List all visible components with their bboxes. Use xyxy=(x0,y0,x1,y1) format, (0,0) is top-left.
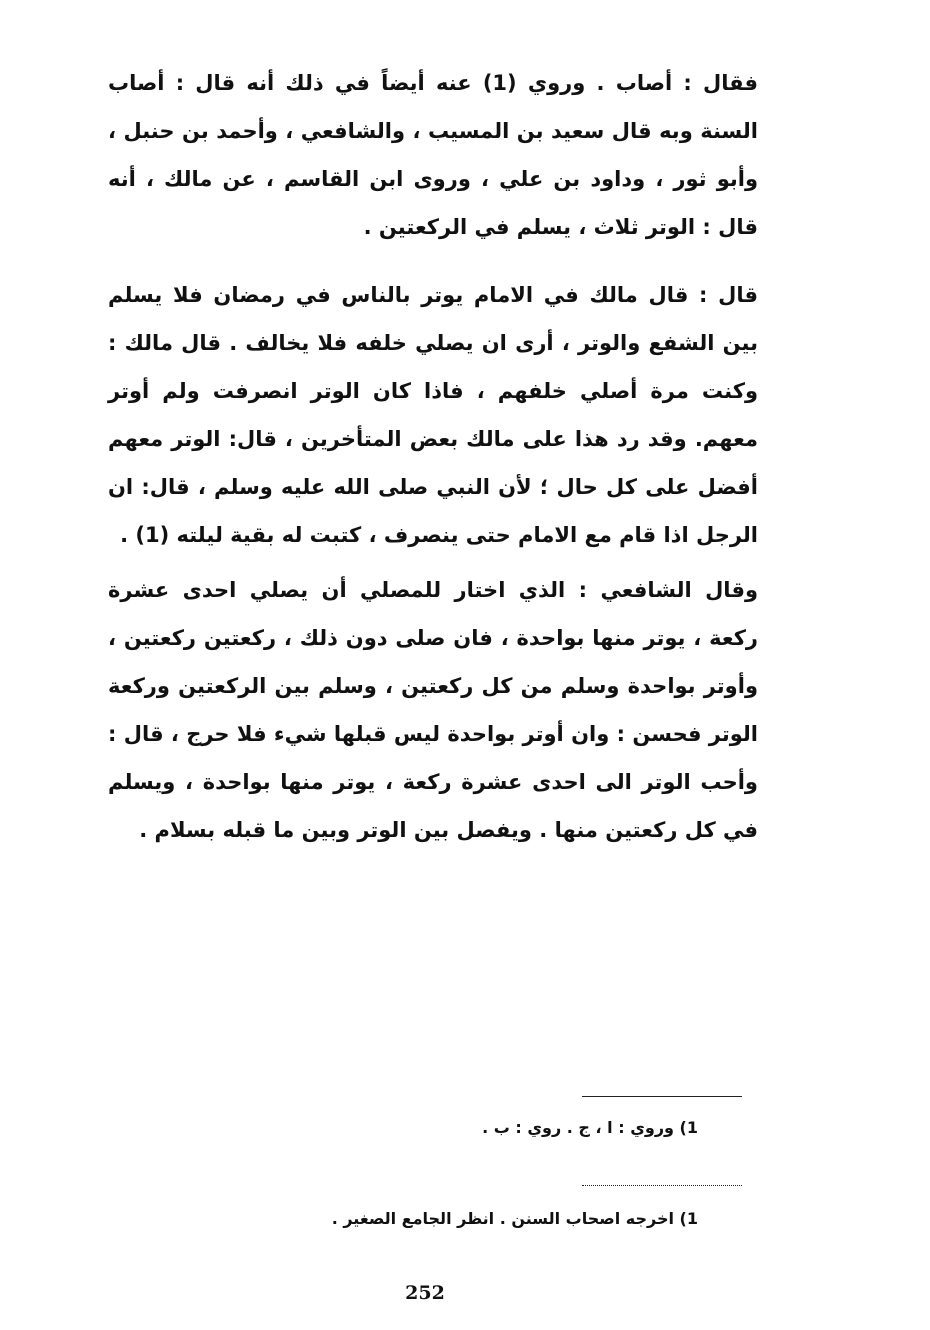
paragraph-3: وقال الشافعي : الذي اختار للمصلي أن يصلي احدى عشرة ركعة ، يوتر منها بواحدة ، فان صلى دون ذلك ، ركعتين ركعتين ، وأوتر بواحدة وسلم من كل ركعتين ، وسلم بين الركعتين وركعة الوتر فحسن : وان أوتر بواحدة ليس قبلها شيء فلا حرج ، قال : وأحب الوتر الى احدى عشرة ركعة ، يوتر منها بواحدة ، ويسلم في كل ركعتين منها . ويفصل بين الوتر وبين ما قبله بسلام . xyxy=(108,578,758,842)
footnote-divider-1 xyxy=(582,1096,742,1097)
footnote-divider-2 xyxy=(582,1185,742,1186)
page-number: 252 xyxy=(405,1282,445,1304)
footnote-1: 1) وروي : ا ، ج . روي : ب . xyxy=(482,1118,698,1137)
paragraph-1: فقال : أصاب . وروي (1) عنه أيضاً في ذلك أنه قال : أصاب السنة وبه قال سعيد بن المسيب ، والشافعي ، وأحمد بن حنبل ، وأبو ثور ، وداود بن علي ، وروى ابن القاسم ، عن مالك ، أنه قال : الوتر ثلاث ، يسلم في الركعتين . xyxy=(108,71,758,239)
footnote-2: 1) اخرجه اصحاب السنن . انظر الجامع الصغير . xyxy=(331,1209,698,1228)
paragraph-2: قال : قال مالك في الامام يوتر بالناس في رمضان فلا يسلم بين الشفع والوتر ، أرى ان يصلي خلفه فلا يخالف . قال مالك : وكنت مرة أصلي خلفهم ، فاذا كان الوتر انصرفت ولم أوتر معهم. وقد رد هذا على مالك بعض المتأخرين ، قال: الوتر معهم أفضل على كل حال ؛ لأن النبي صلى الله عليه وسلم ، قال: ان الرجل اذا قام مع الامام حتى ينصرف ، كتبت له بقية ليلته (1) . xyxy=(108,283,758,547)
